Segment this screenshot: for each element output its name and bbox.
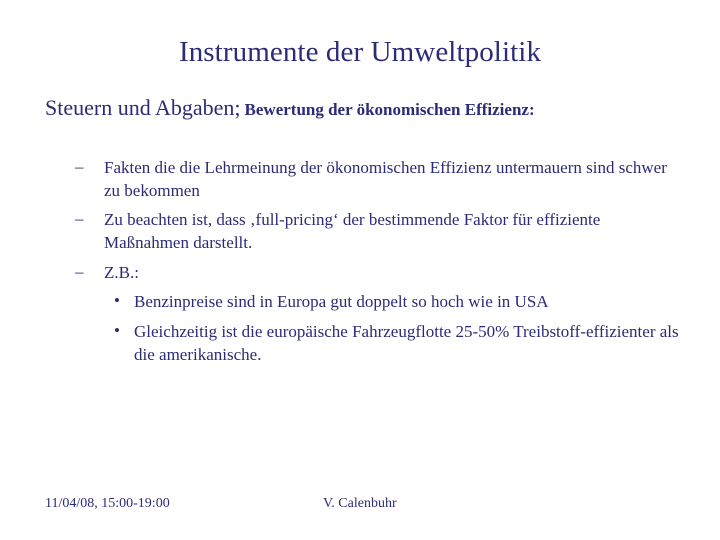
heading-sub: Bewertung der ökonomischen Effizienz: bbox=[244, 100, 535, 119]
bullet-marker: • bbox=[114, 321, 120, 340]
sub-list-item: Benzinpreise sind in Europa gut doppelt so hoch wie in USA bbox=[134, 292, 549, 311]
footer-date: 11/04/08, 15:00-19:00 bbox=[45, 496, 170, 511]
heading-main: Steuern und Abgaben; bbox=[45, 95, 241, 120]
list-item: Zu beachten ist, dass ‚full-pricing‘ der bestimmende Faktor für effiziente Maßnahmen darstellt. bbox=[104, 210, 601, 252]
sub-list-item: Gleichzeitig ist die europäische Fahrzeugflotte 25-50% Treibstoff-effizienter als die amerikanische. bbox=[134, 322, 679, 364]
bullet-marker: • bbox=[114, 291, 120, 310]
dash-marker: – bbox=[75, 209, 84, 228]
section-heading bbox=[45, 94, 535, 125]
dash-marker: – bbox=[75, 262, 84, 281]
list-item: Fakten die die Lehrmeinung der ökonomischen Effizienz untermauern sind schwer zu bekommen bbox=[104, 158, 667, 200]
dash-marker: – bbox=[75, 157, 84, 176]
footer-author: V. Calenbuhr bbox=[323, 496, 397, 511]
list-item: Z.B.: bbox=[104, 263, 139, 282]
slide-title: Instrumente der Umweltpolitik bbox=[178, 36, 542, 68]
